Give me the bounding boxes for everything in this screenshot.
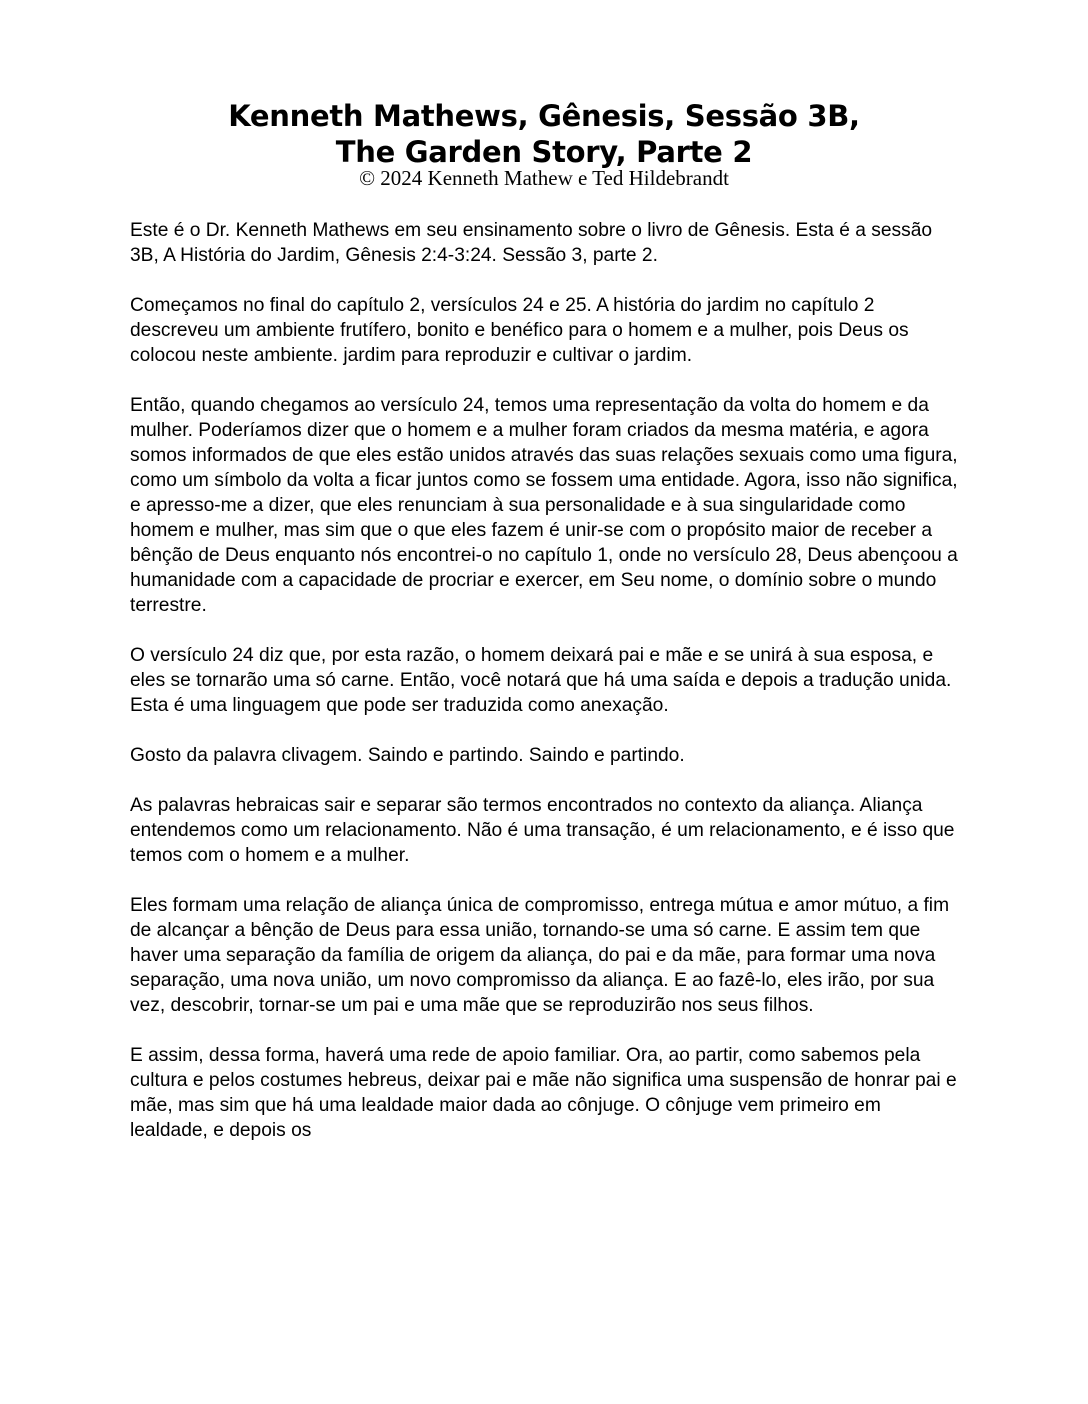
- body-paragraph: Eles formam uma relação de aliança única de compromisso, entrega mútua e amor mútuo, a fim de alcançar a bênção de Deus para essa união, tornando-se uma só carne. E assim tem que haver uma separação da família de origem da aliança, do pai e da mãe, para formar uma nova separação, uma nova união, um novo compromisso da aliança. E ao fazê-lo, eles irão, por sua vez, descobrir, tornar-se um pai e uma mãe que se reproduzirão nos seus filhos.: [130, 895, 950, 1016]
- body-paragraph: As palavras hebraicas sair e separar são termos encontrados no contexto da aliança. Aliança entendemos como um relacionamento. Não é uma transação, é um relacionamento, e é isso que temos com o homem e a mulher.: [130, 795, 955, 866]
- body-paragraph: Gosto da palavra clivagem. Saindo e partindo. Saindo e partindo.: [130, 745, 685, 766]
- body-paragraph: Começamos no final do capítulo 2, versículos 24 e 25. A história do jardim no capítulo 2 descreveu um ambiente frutífero, bonito e benéfico para o homem e a mulher, pois Deus os colocou neste ambiente. jardim para reproduzir e cultivar o jardim.: [130, 295, 909, 366]
- document-title-line-1: Kenneth Mathews, Gênesis, Sessão 3B,: [228, 99, 860, 133]
- body-paragraph: E assim, dessa forma, haverá uma rede de apoio familiar. Ora, ao partir, como sabemos pela cultura e pelos costumes hebreus, deixar pai e mãe não significa uma suspensão de honrar pai e mãe, mas sim que há uma lealdade maior dada ao cônjuge. O cônjuge vem primeiro em lealdade, e depois os: [130, 1045, 957, 1141]
- body-paragraph: Então, quando chegamos ao versículo 24, temos uma representação da volta do homem e da mulher. Poderíamos dizer que o homem e a mulher foram criados da mesma matéria, e agora somos informados de que eles estão unidos através das suas relações sexuais como uma figura, como um símbolo da volta a ficar juntos como se fossem uma entidade. Agora, isso não significa, e apresso-me a dizer, que eles renunciam à sua personalidade e à sua singularidade como homem e mulher, mas sim que o que eles fazem é unir-se com o propósito maior de receber a bênção de Deus enquanto nós encontrei-o no capítulo 1, onde no versículo 28, Deus abençoou a humanidade com a capacidade de procriar e exercer, em Seu nome, o domínio sobre o mundo terrestre.: [130, 395, 958, 616]
- title-block: [0, 98, 1088, 190]
- document-title-line-2: The Garden Story, Parte 2: [335, 135, 753, 169]
- copyright-notice: © 2024 Kenneth Mathew e Ted Hildebrandt: [359, 166, 729, 190]
- body-paragraph: Este é o Dr. Kenneth Mathews em seu ensinamento sobre o livro de Gênesis. Esta é a sessão 3B, A História do Jardim, Gênesis 2:4-3:24. Sessão 3, parte 2.: [130, 220, 933, 266]
- document-body: [130, 218, 960, 1168]
- body-paragraph: O versículo 24 diz que, por esta razão, o homem deixará pai e mãe e se unirá à sua esposa, e eles se tornarão uma só carne. Então, você notará que há uma saída e depois a tradução unida. Esta é uma linguagem que pode ser traduzida como anexação.: [130, 645, 952, 716]
